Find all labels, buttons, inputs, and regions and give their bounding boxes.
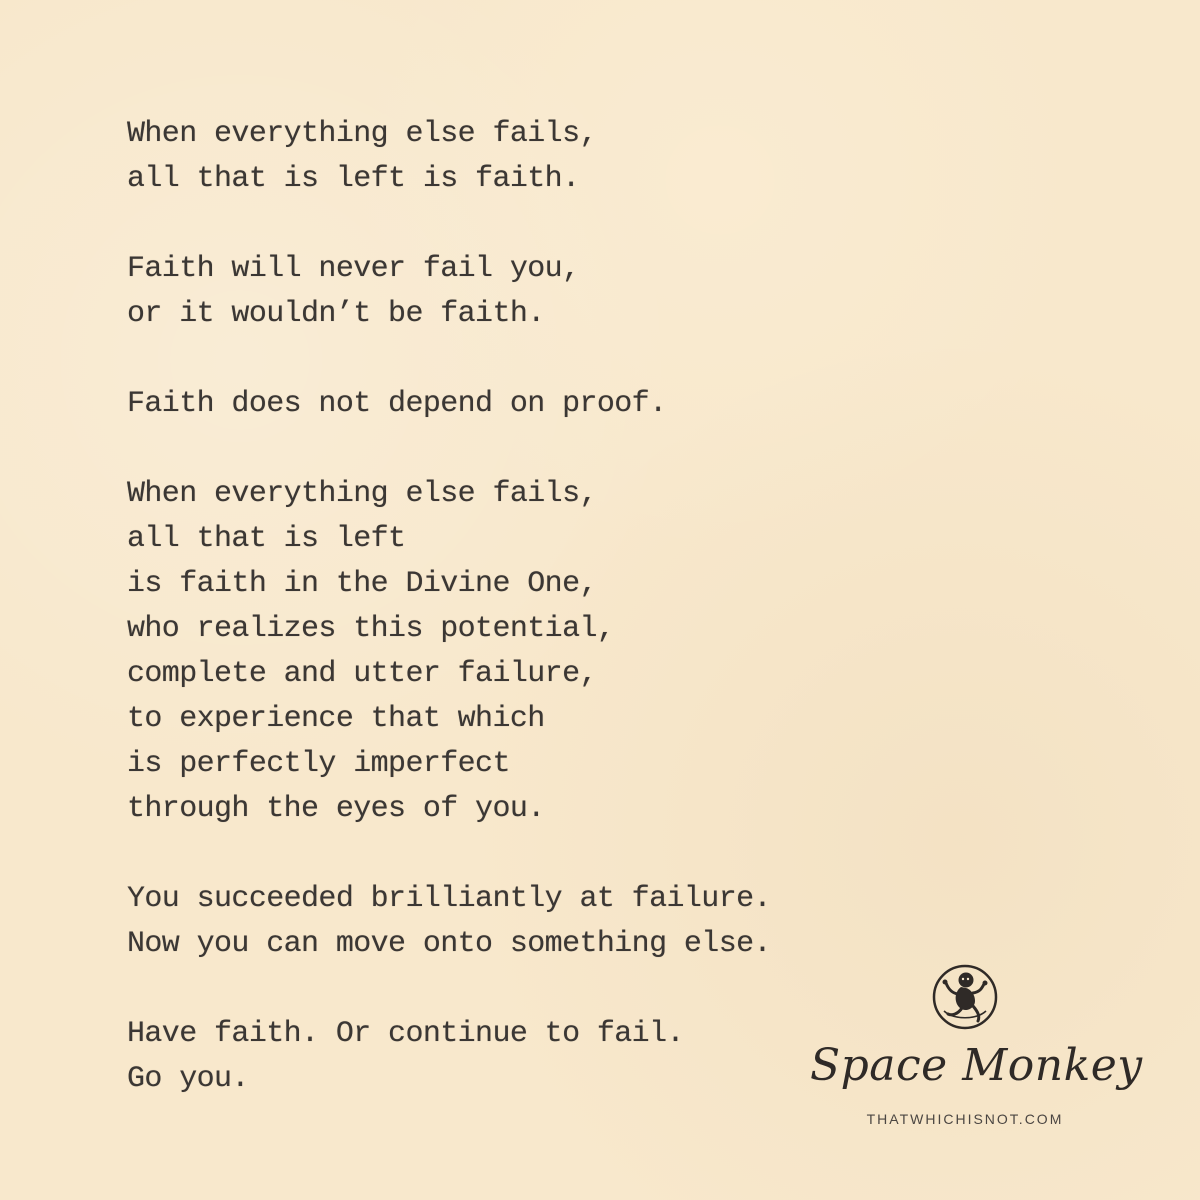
poem-line: to experience that which — [127, 702, 545, 736]
poem-line: Faith will never fail you, — [127, 252, 580, 286]
poem-line: Faith does not depend on proof. — [127, 387, 667, 421]
poem-stanza — [127, 382, 1027, 427]
poem-line: You succeeded brilliantly at failure. — [127, 882, 771, 916]
poem-line: Go you. — [127, 1062, 249, 1096]
poem-line: complete and utter failure, — [127, 657, 597, 691]
space-monkey-logo-icon — [930, 962, 1000, 1032]
poem-line: is perfectly imperfect — [127, 747, 510, 781]
poem-line: When everything else fails, — [127, 117, 597, 151]
poem-line: who realizes this potential, — [127, 612, 615, 646]
poem-line: all that is left — [127, 522, 406, 556]
poem-line: through the eyes of you. — [127, 792, 545, 826]
poem-stanza — [127, 877, 1027, 967]
poem-stanza — [127, 112, 1027, 202]
poem-line: all that is left is faith. — [127, 162, 580, 196]
poem-line: Now you can move onto something else. — [127, 927, 771, 961]
brand-signature — [810, 962, 1143, 1142]
brand-name: Space Monkey — [810, 1040, 1143, 1091]
poem-line: When everything else fails, — [127, 477, 597, 511]
poem-stanza — [127, 247, 1027, 337]
brand-url: THATWHICHISNOT.COM — [866, 1111, 1064, 1127]
poem-line: Have faith. Or continue to fail. — [127, 1017, 684, 1051]
poem-stanza — [127, 472, 1027, 832]
poem-line: is faith in the Divine One, — [127, 567, 597, 601]
poem-line: or it wouldn’t be faith. — [127, 297, 545, 331]
